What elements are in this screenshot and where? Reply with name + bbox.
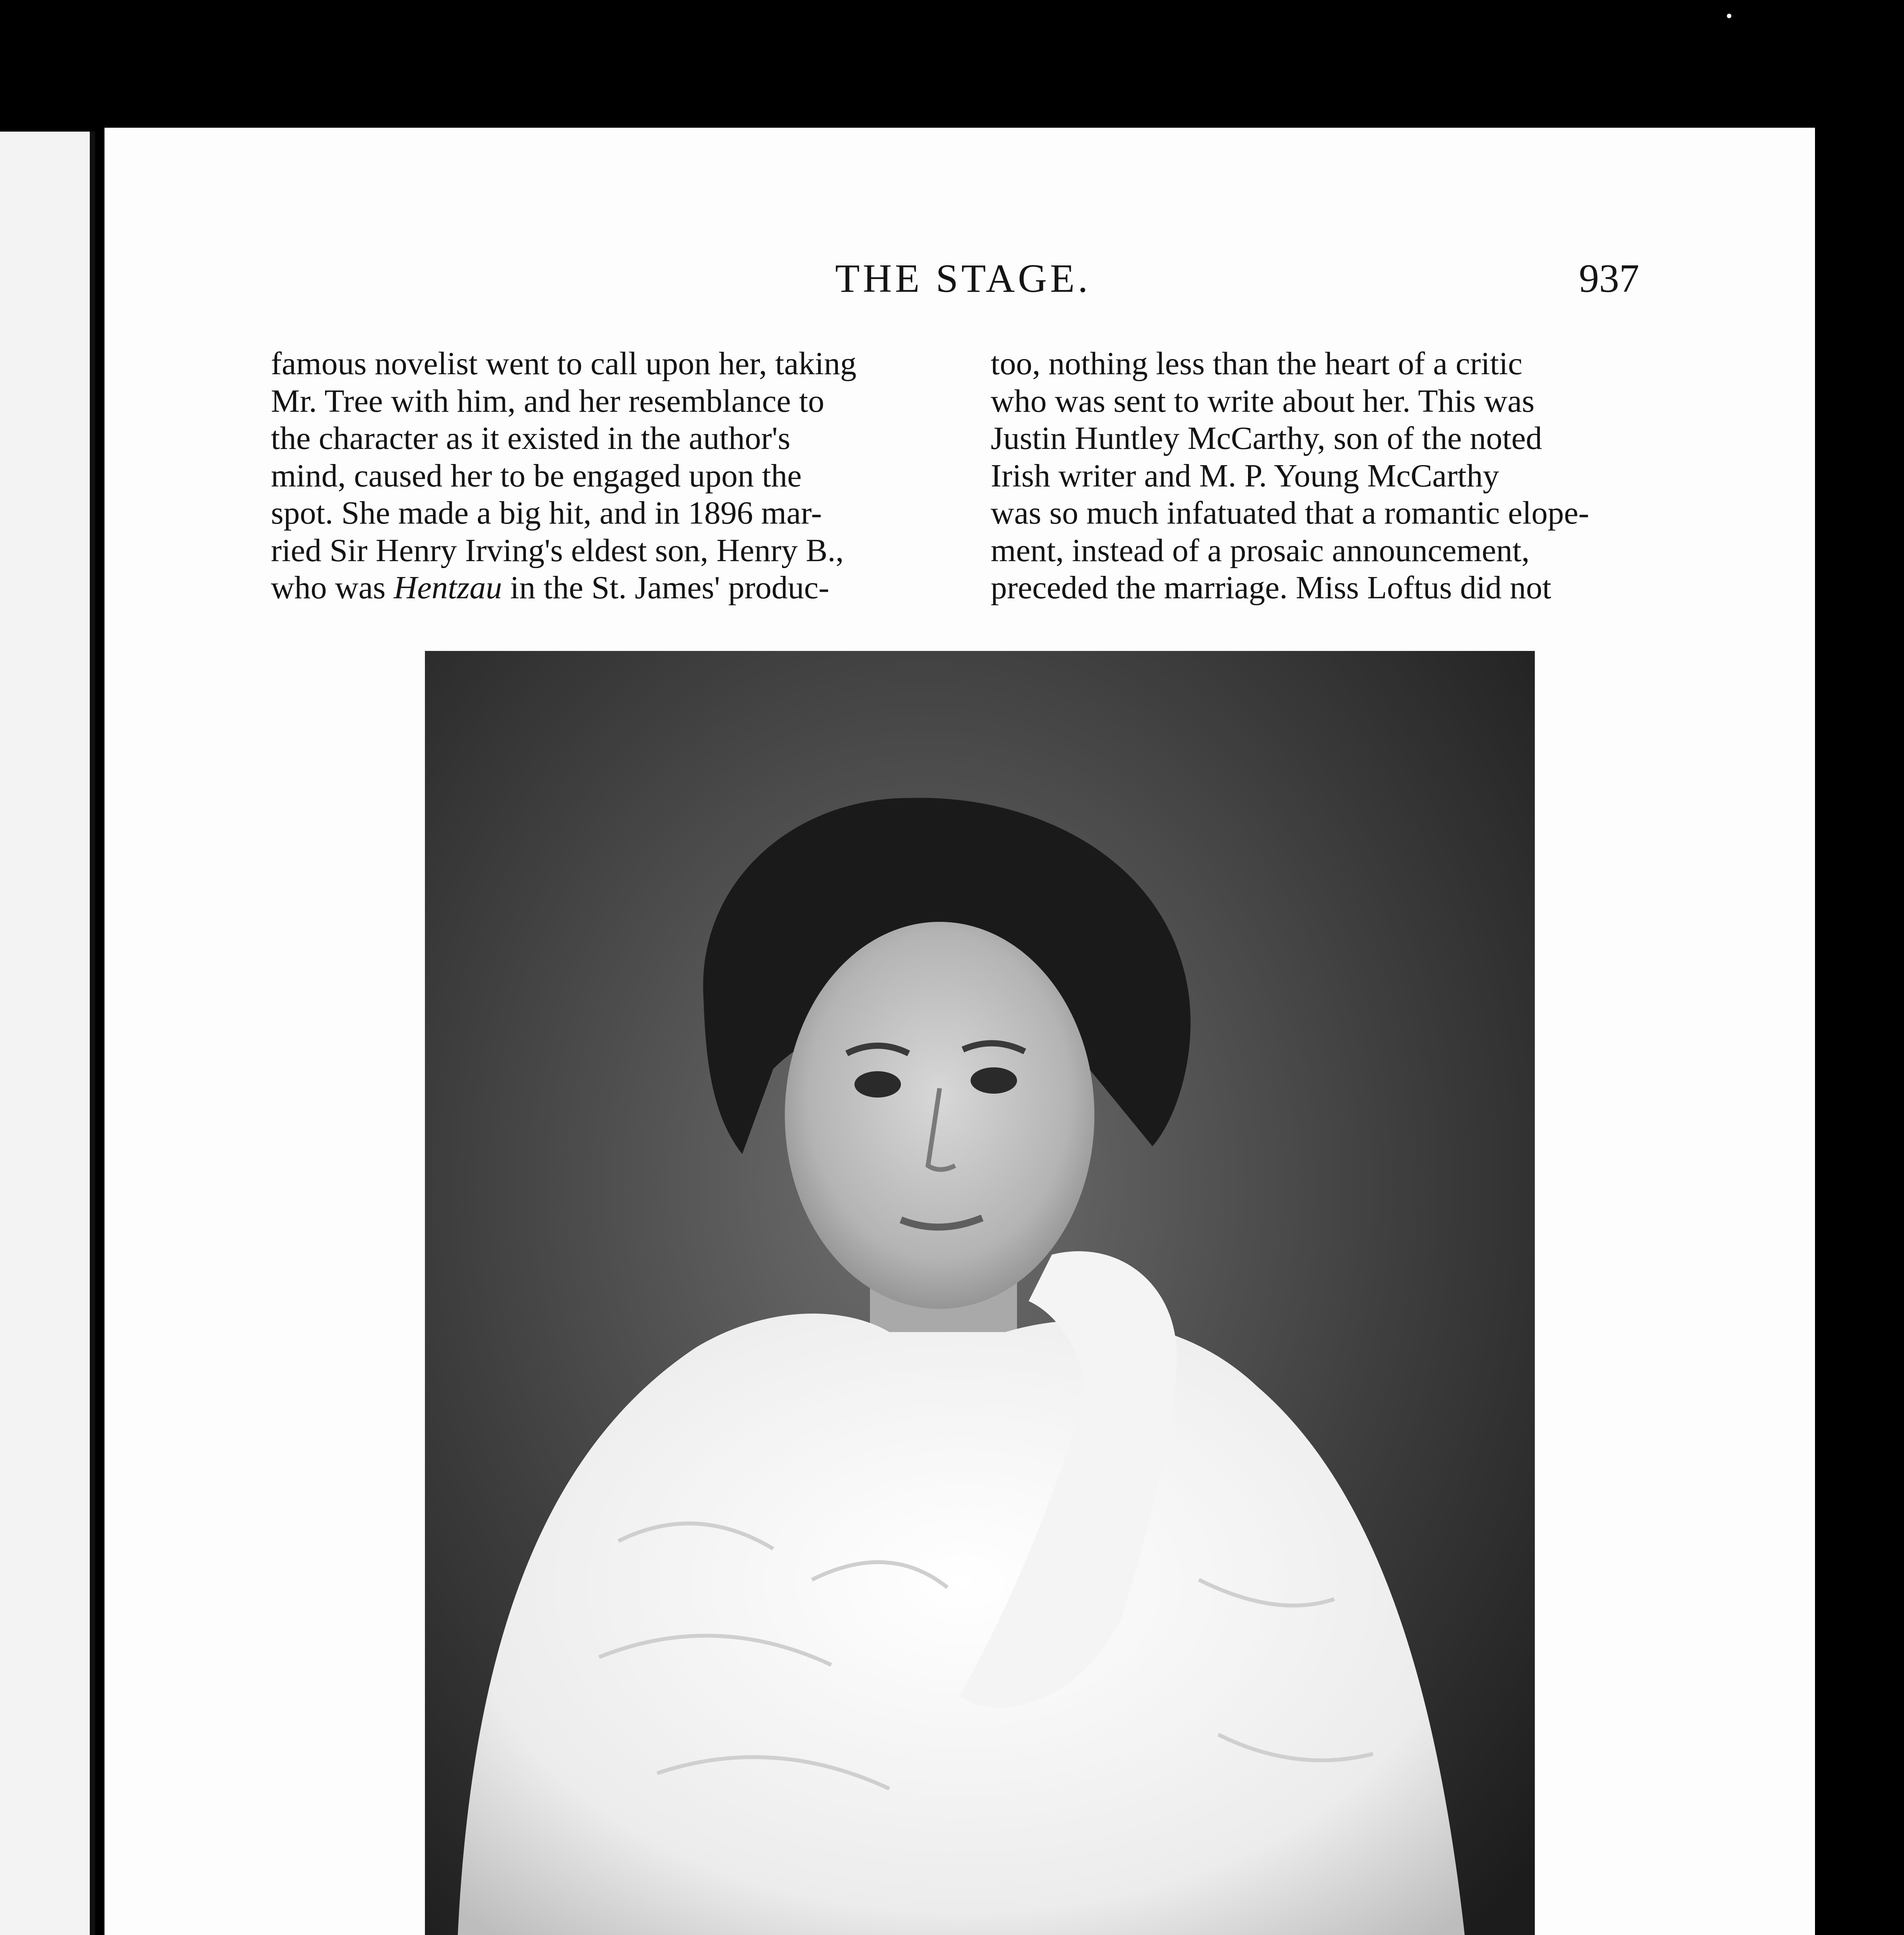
- column-left-top: [271, 345, 938, 607]
- text-fragment: in the St. James' produc-: [502, 570, 829, 606]
- text-line: Justin Huntley McCarthy, son of the noted: [991, 420, 1542, 456]
- text-line: Mr. Tree with him, and her resemblance to: [271, 383, 825, 419]
- magazine-page: [104, 128, 1815, 1935]
- scan-mark: •: [1724, 8, 1734, 26]
- book-gutter: [90, 132, 95, 1935]
- running-head: [104, 255, 1815, 306]
- text-line: spot. She made a big hit, and in 1896 mar-: [271, 495, 822, 531]
- facing-page-edge: [0, 132, 91, 1935]
- portrait-illustration: [425, 651, 1535, 1935]
- text-fragment: who was: [271, 570, 394, 606]
- column-right-top: [991, 345, 1683, 607]
- text-line: the character as it existed in the author's: [271, 420, 791, 456]
- text-line: famous novelist went to call upon her, taking: [271, 346, 856, 382]
- text-line: mind, caused her to be engaged upon the: [271, 457, 802, 494]
- text-line: Irish writer and M. P. Young McCarthy: [991, 457, 1499, 494]
- text-line: ment, instead of a prosaic announcement,: [991, 532, 1530, 569]
- text-line: preceded the marriage. Miss Loftus did not: [991, 570, 1551, 606]
- text-line: [271, 569, 938, 607]
- text-line: too, nothing less than the heart of a critic: [991, 346, 1522, 382]
- italic-title: Hentzau: [394, 570, 502, 606]
- text-line: was so much infatuated that a romantic elope-: [991, 495, 1589, 531]
- text-line: who was sent to write about her. This was: [991, 383, 1535, 419]
- text-line: ried Sir Henry Irving's eldest son, Henry B.,: [271, 532, 844, 569]
- running-title: THE STAGE.: [835, 256, 1091, 301]
- page-number: 937: [1579, 256, 1639, 301]
- portrait-photograph: [425, 651, 1535, 1935]
